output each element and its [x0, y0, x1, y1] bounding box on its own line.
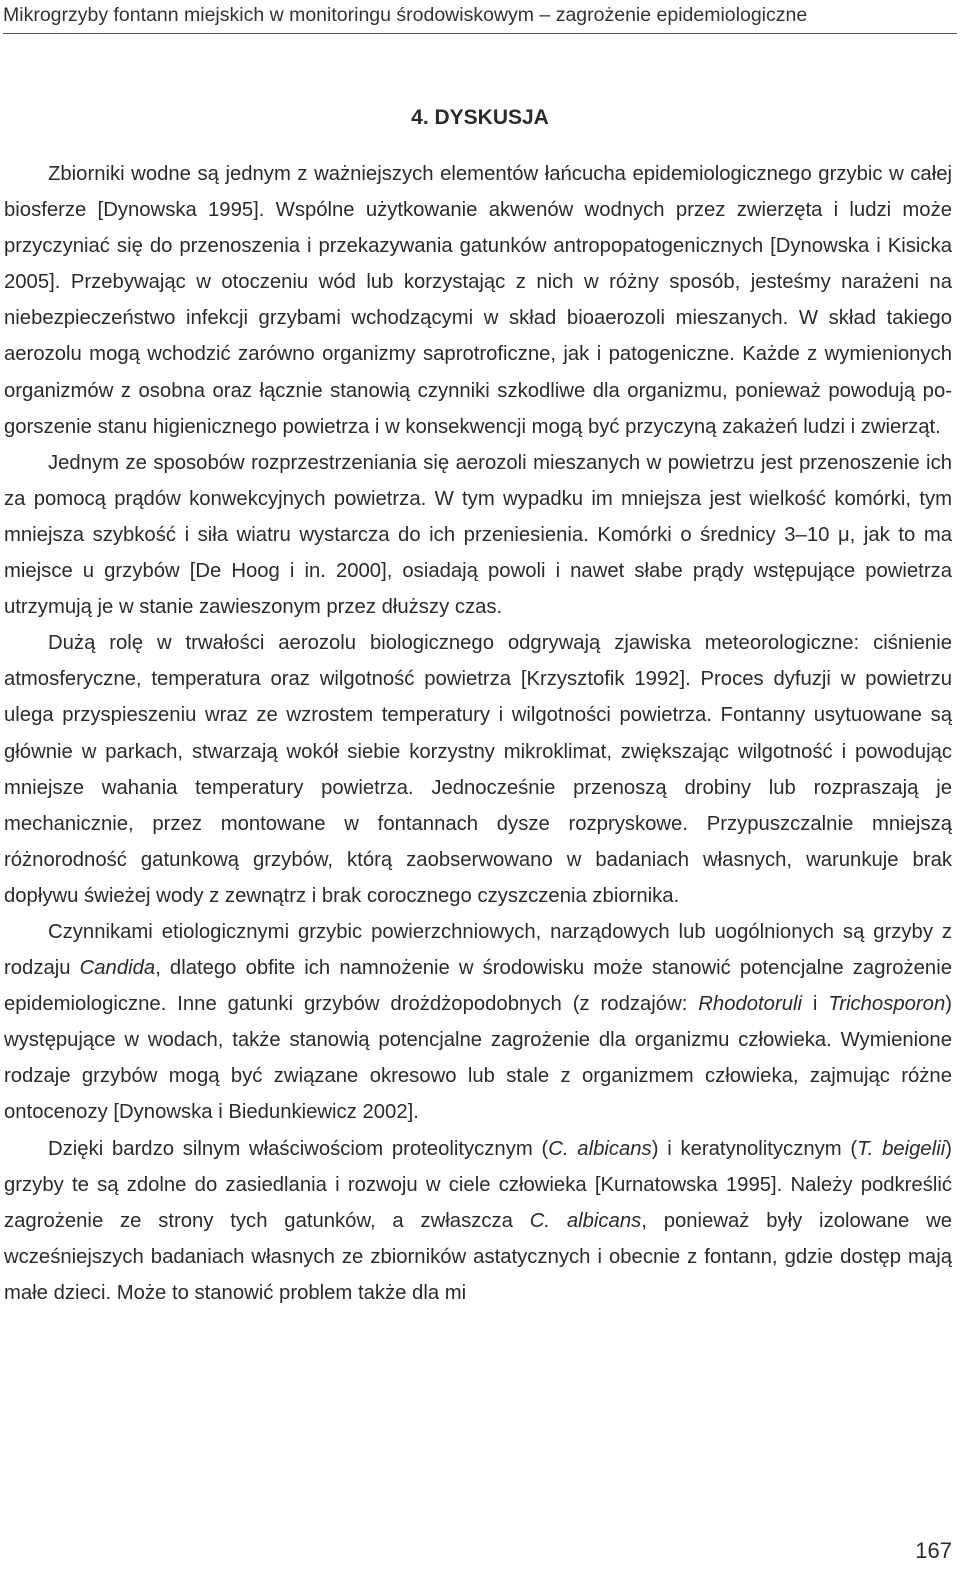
paragraph	[4, 445, 952, 625]
genus-name-italic: Trichosporon	[828, 993, 946, 1016]
text-segment: Czynnikami etiologicznymi grzybic powierzchniowych, narządowych lub uogólnionych są grzyby z rodzaju	[4, 920, 952, 980]
genus-name-italic: Rhodotoruli	[698, 993, 803, 1016]
text-segment: ) występujące w wodach, także stanowią potencjalne zagrożenie dla organizmu człowieka. Wymienione rodzaje grzybów mogą być związane okresowo lub stale z organizmem człowieka, zajmując różne ontocenozy [Dynowska i Biedunkiewicz 2002].	[4, 993, 952, 1124]
text-segment: Dużą rolę w trwałości aerozolu biologicznego odgrywają zjawiska meteorologiczne: ciśnienie atmosferyczne, temperatura oraz wilgotność powietrza [Krzysztofik 1992]. Proces dyfuzji w powietrzu ulega przyspieszeniu wraz ze wzrostem temperatury i wilgotności powietrza. Fontanny usytuowane są głównie w parkach, stwarzają wokół siebie korzystny mikroklimat, zwiększając wilgotność i powodując mniejsze wahania temperatury powietrza. Jednocześnie przenoszą drobiny lub rozpraszają je mechanicznie, przez montowane w fontannach dysze rozpryskowe. Przypuszczalnie mniejszą różnorodność gatunkową grzybów, którą zaobserwowano w badaniach własnych, warunkuje brak dopływu świeżej wody z zewnątrz i brak corocznego czyszczenia zbiornika.	[4, 632, 952, 907]
running-head: Mikrogrzyby fontann miejskich w monitoringu środowiskowym – zagrożenie epidemiologiczne	[3, 4, 808, 26]
species-name-italic: C. albicans	[529, 1209, 642, 1232]
body-text	[4, 156, 952, 1311]
text-segment: , dlatego obfite ich namnożenie w środowisku może stanowić potencjalne zagrożenie epidemiologiczne. Inne gatunki grzybów drożdżopodobnych (z rodzajów:	[4, 957, 952, 1016]
paragraph	[4, 1131, 952, 1311]
text-segment: , ponieważ były izolowane we wcześniejszych badaniach własnych ze zbiorników astatycznych i obecnie z fontann, gdzie dostęp mają małe dzieci. Może to stanowić problem także dla mi	[4, 1209, 952, 1304]
species-name-italic: C. albicans	[548, 1137, 652, 1160]
genus-name-italic: Candida	[79, 957, 156, 980]
text-segment: i	[802, 993, 829, 1016]
text-segment: Jednym ze sposobów rozprzestrzeniania się aerozoli mieszanych w powietrzu jest przenoszenie ich za pomocą prądów konwekcyjnych powietrza. W tym wypadku im mniejsza jest wielkość komórki, tym mniejsza szybkość i siła wiatru wystarcza do ich przeniesienia. Komórki o średnicy 3–10 μ, jak to ma miejsce u grzybów [De Hoog i in. 2000], osiadają powoli i nawet słabe prądy wstępujące powietrza utrzymują je w stanie zawieszonym przez dłuższy czas.	[4, 451, 952, 619]
header-rule	[3, 33, 957, 34]
species-name-italic: T. beigelii	[857, 1137, 946, 1160]
text-segment: ) grzyby te są zdolne do zasiedlania i rozwoju w ciele człowieka [Kurnatowska 1995]. Należy podkreślić zagrożenie ze strony tych gatunków, a zwłaszcza	[4, 1137, 952, 1232]
text-segment: Dzięki bardzo silnym właściwościom proteolitycznym (	[48, 1137, 549, 1160]
section-title: 4. DYSKUSJA	[411, 106, 549, 130]
text-segment: Zbiorniki wodne są jednym z ważniejszych elementów łańcucha epidemiologicznego grzybic w całej biosferze [Dynowska 1995]. Wspólne użytkowanie akwenów wodnych przez zwierzęta i ludzi może przyczyniać się do przenoszenia i przekazywania gatunków antropopatogenicznych [Dynowska i Kisicka 2005]. Przebywając w otoczeniu wód lub korzystając z nich w różny sposób, jesteśmy narażeni na niebezpieczeństwo infekcji grzybami wchodzącymi w skład bioaerozoli mieszanych. W skład takiego aerozolu mogą wchodzić zarówno organizmy saprotroficzne, jak i patogeniczne. Każde z wymienionych organizmów z osobna oraz łącznie stanowią czynniki szkodliwe dla organizmu, ponieważ powodują pogorszenie stanu higienicznego powietrza i w konsekwencji mogą być przyczyną zakażeń ludzi i zwierząt.	[4, 163, 952, 438]
page-number: 167	[915, 1538, 952, 1563]
paragraph	[4, 156, 952, 445]
paragraph	[4, 914, 952, 1131]
paragraph	[4, 625, 952, 914]
text-segment: ) i keratynolitycznym (	[651, 1137, 858, 1160]
